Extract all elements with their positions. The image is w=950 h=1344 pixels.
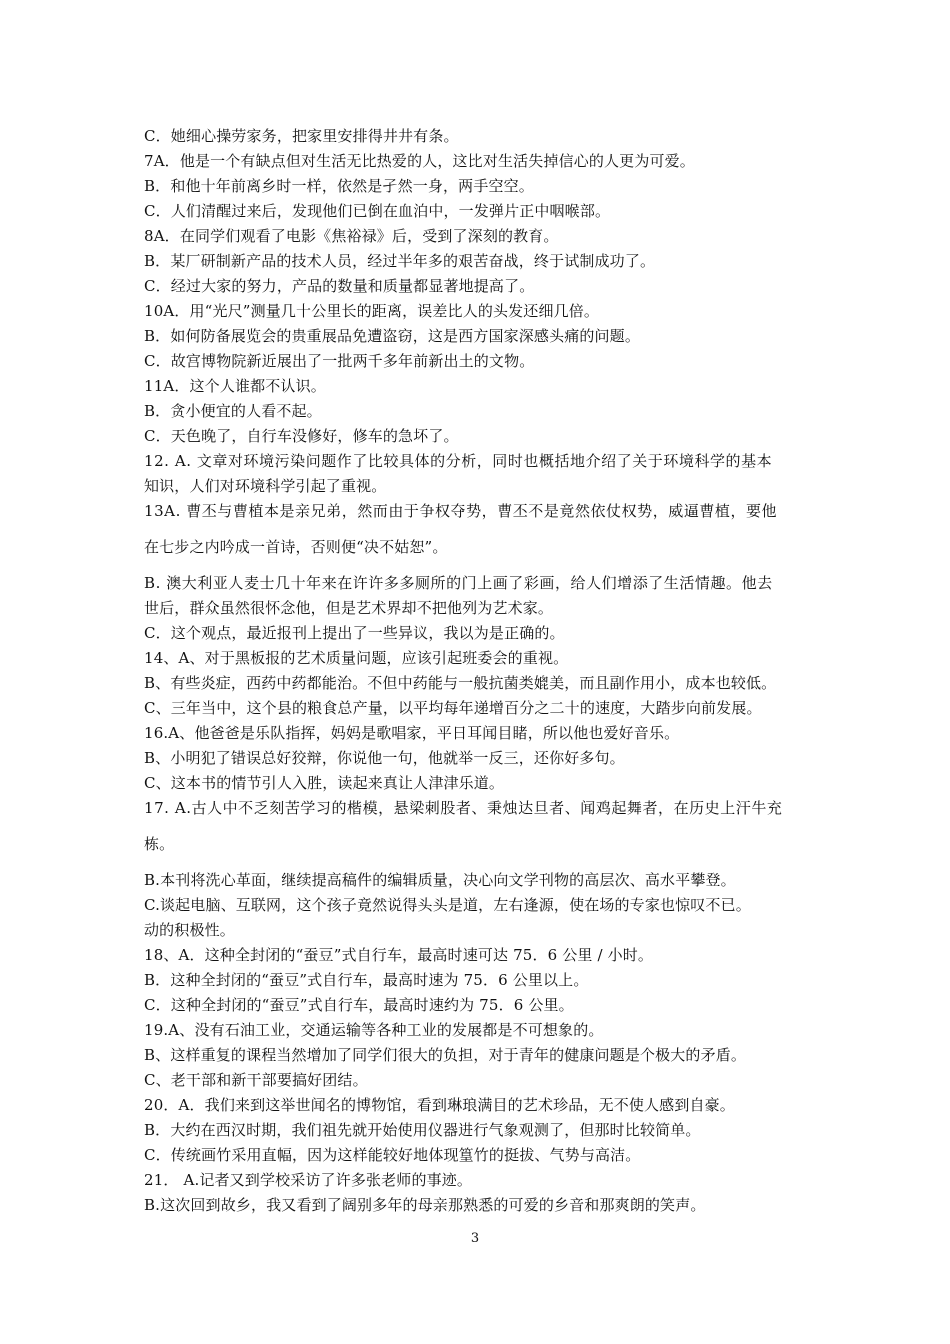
- text-line: 13A. 曹丕与曹植本是亲兄弟，然而由于争权夺势，曹丕不是竟然依仗权势，威逼曹植，要他: [144, 502, 778, 520]
- page-number: 3: [470, 1231, 480, 1246]
- text-line: 世后，群众虽然很怀念他，但是艺术界却不把他列为艺术家。: [144, 599, 554, 617]
- text-line: C．经过大家的努力，产品的数量和质量都显著地提高了。: [144, 277, 535, 295]
- text-line: 8A．在同学们观看了电影《焦裕禄》后，受到了深刻的教育。: [144, 227, 559, 245]
- text-line: 10A．用“光尺”测量几十公里长的距离，误差比人的头发还细几倍。: [144, 302, 600, 320]
- text-line: C．她细心操劳家务，把家里安排得井井有条。: [144, 127, 459, 145]
- text-line: 14、A、对于黑板报的艺术质量问题，应该引起班委会的重视。: [144, 649, 569, 667]
- text-line: C．人们清醒过来后，发现他们已倒在血泊中，一发弹片正中咽喉部。: [144, 202, 611, 220]
- text-line: 16.A、他爸爸是乐队指挥，妈妈是歌唱家，平日耳闻目睹，所以他也爱好音乐。: [144, 724, 680, 742]
- text-line: B．这种全封闭的“蚕豆”式自行车，最高时速为 75．6 公里以上。: [144, 971, 589, 989]
- text-line: C.谈起电脑、互联网，这个孩子竟然说得头头是道，左右逢源，使在场的专家也惊叹不已。: [144, 896, 751, 914]
- text-line: B．某厂研制新产品的技术人员，经过半年多的艰苦奋战，终于试制成功了。: [144, 252, 656, 270]
- text-line: B、有些炎症，西药中药都能治。不但中药能与一般抗菌类媲美，而且副作用小，成本也较低。: [144, 674, 777, 692]
- text-line: 21． A.记者又到学校采访了许多张老师的事迹。: [144, 1171, 473, 1189]
- text-line: 在七步之内吟成一首诗，否则便“决不姑恕”。: [144, 538, 448, 556]
- text-line: B. 澳大利亚人麦士几十年来在许许多多厕所的门上画了彩画，给人们增添了生活情趣。他去: [144, 574, 773, 592]
- text-line: C．故宫博物院新近展出了一批两千多年前新出土的文物。: [144, 352, 535, 370]
- text-line: C．这个观点，最近报刊上提出了一些异议，我以为是正确的。: [144, 624, 565, 642]
- text-line: 7A．他是一个有缺点但对生活无比热爱的人，这比对生活失掉信心的人更为可爱。: [144, 152, 695, 170]
- text-line: 动的积极性。: [144, 921, 235, 939]
- text-line: 17. A.古人中不乏刻苦学习的楷模，悬梁刺股者、秉烛达旦者、闻鸡起舞者，在历史上汗牛充: [144, 799, 783, 817]
- text-line: 19.A、没有石油工业，交通运输等各种工业的发展都是不可想象的。: [144, 1021, 604, 1039]
- text-line: B.本刊将洗心革面，继续提高稿件的编辑质量，决心向文学刊物的高层次、高水平攀登。: [144, 871, 736, 889]
- text-line: C．传统画竹采用直幅，因为这样能较好地体现篁竹的挺拔、气势与高洁。: [144, 1146, 641, 1164]
- text-line: B．和他十年前离乡时一样，依然是孑然一身，两手空空。: [144, 177, 534, 195]
- text-line: 12. A. 文章对环境污染问题作了比较具体的分析，同时也概括地介绍了关于环境科学的基本: [144, 452, 773, 470]
- text-line: C．这种全封闭的“蚕豆”式自行车，最高时速约为 75．6 公里。: [144, 996, 574, 1014]
- text-line: B．贪小便宜的人看不起。: [144, 402, 322, 420]
- text-line: 知识，人们对环境科学引起了重视。: [144, 477, 387, 495]
- text-line: B、这样重复的课程当然增加了同学们很大的负担，对于青年的健康问题是个极大的矛盾。: [144, 1046, 747, 1064]
- text-line: 18、A．这种全封闭的“蚕豆”式自行车，最高时速可达 75．6 公里 / 小时。: [144, 946, 654, 964]
- text-line: 20．A．我们来到这举世闻名的博物馆，看到琳琅满目的艺术珍品，无不使人感到自豪。: [144, 1096, 735, 1114]
- text-line: B．大约在西汉时期，我们祖先就开始使用仪器进行气象观测了，但那时比较简单。: [144, 1121, 701, 1139]
- text-line: C、这本书的情节引人入胜，读起来真让人津津乐道。: [144, 774, 505, 792]
- text-line: B．如何防备展览会的贵重展品免遭盗窃，这是西方国家深感头痛的问题。: [144, 327, 640, 345]
- text-line: C．天色晚了，自行车没修好，修车的急坏了。: [144, 427, 459, 445]
- text-line: 栋。: [144, 835, 175, 853]
- body-text: [144, 124, 812, 1218]
- text-line: B、小明犯了错误总好狡辩，你说他一句，他就举一反三，还你好多句。: [144, 749, 625, 767]
- text-line: C、老干部和新干部要搞好团结。: [144, 1071, 368, 1089]
- text-line: 11A．这个人谁都不认识。: [144, 377, 326, 395]
- text-line: C、三年当中，这个县的粮食总产量，以平均每年递增百分之二十的速度，大踏步向前发展。: [144, 699, 762, 717]
- text-line: B.这次回到故乡，我又看到了阔别多年的母亲那熟悉的可爱的乡音和那爽朗的笑声。: [144, 1196, 706, 1214]
